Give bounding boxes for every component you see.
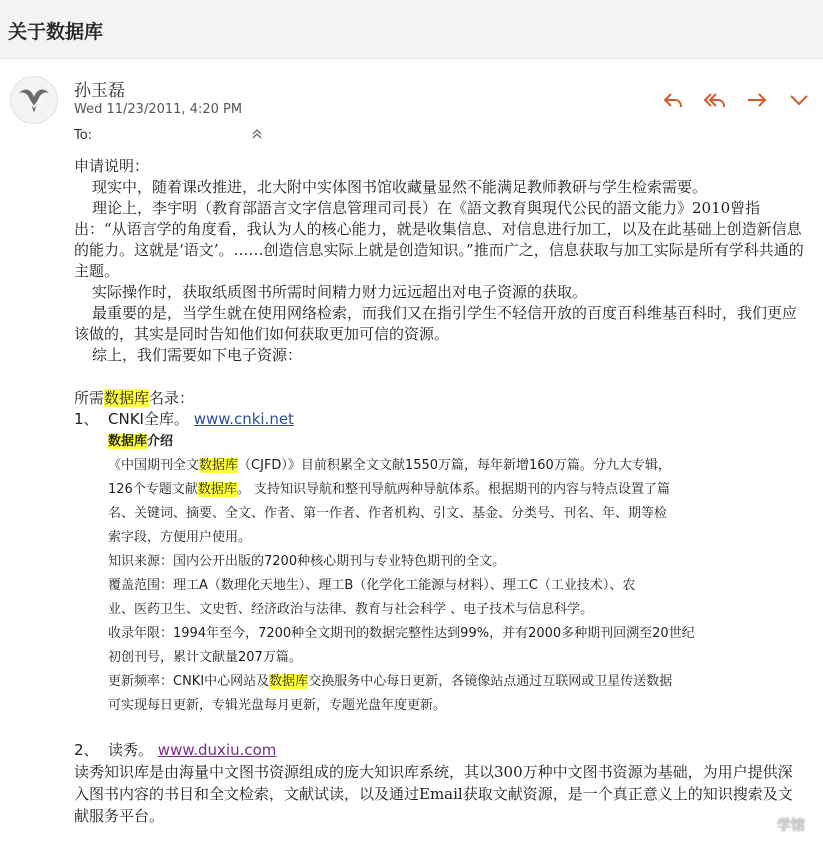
watermark: 学馆: [777, 818, 805, 834]
duxiu-link[interactable]: www.duxiu.com: [157, 741, 277, 759]
body-heading: 申请说明：: [74, 157, 150, 175]
cnki-link[interactable]: www.cnki.net: [193, 410, 294, 428]
sent-date: Wed 11/23/2011, 4:20 PM: [74, 102, 243, 117]
reply-icon[interactable]: [661, 88, 685, 112]
body-paragraph: 理论上，李宇明（教育部語言文字信息管理司司長）在《語文教育與現代公民的語文能力》2010曾指出：“从语言学的角度看，我认为人的核心能力，就是收集信息、对信息进行加工，以及在此基础上创造新信息的能力。这就是‘语文’。……创造信息实际上就是创造知识。”推而广之，信息获取与加工实际是所有学科共通的主题。: [74, 199, 804, 280]
reply-all-icon[interactable]: [703, 88, 727, 112]
list-number: 2、: [74, 741, 99, 759]
to-label: To:: [74, 128, 93, 143]
database-list-heading: 所需数据库名录：: [74, 389, 195, 407]
mail-header-bar: [0, 0, 823, 59]
list-item: [74, 740, 804, 761]
sender-name: 孙玉磊: [74, 81, 125, 101]
body-paragraph: 现实中，随着课改推进，北大附中实体图书馆收藏量显然不能满足教师教研与学生检索需要。: [92, 178, 708, 196]
intro-line: 更新频率：CNKI中心网站及数据库交换服务中心每日更新，各镜像站点通过互联网或卫星传送数据: [108, 674, 673, 689]
intro-line: 126个专题文献数据库。 支持知识导航和整刊导航两种导航体系。根据期刊的内容与特点设置了篇: [108, 482, 670, 497]
list-item: [74, 409, 804, 430]
intro-line: 业、医药卫生、文史哲、经济政治与法律、教育与社会科学 、电子技术与信息科学。: [108, 602, 594, 617]
body-paragraph: 最重要的是，当学生就在使用网络检索，而我们又在指引学生不轻信开放的百度百科维基百科时，我们更应该做的，其实是同时告知他们如何获取更加可信的资源。: [74, 304, 798, 343]
database-name: 读秀。: [108, 741, 154, 759]
forward-icon[interactable]: [745, 88, 769, 112]
duxiu-description: 读秀知识库是由海量中文图书资源组成的庞大知识库系统，其以300万种中文图书资源为基础，为用户提供深入图书内容的书目和全文检索，文献试读，以及通过Email获取文献资源，是一个真正意义上的知识搜索及文献服务平台。: [74, 763, 793, 825]
intro-line: 《中国期刊全文数据库（CJFD）》目前积累全文文献1550万篇，每年新增160万篇。分九大专辑，: [108, 458, 671, 473]
list-number: 1、: [74, 410, 99, 428]
avatar-logo-icon: [11, 77, 57, 123]
body-paragraph: 实际操作时，获取纸质图书所需时间精力财力远远超出对电子资源的获取。: [92, 283, 588, 301]
message-body: [74, 156, 804, 827]
intro-line: 收录年限：1994年至今，7200种全文期刊的数据完整性达到99%，并有2000多种期刊回溯至20世纪: [108, 626, 695, 641]
database-name: CNKI全库。: [108, 410, 189, 428]
intro-line: 可实现每日更新，专辑光盘每月更新，专题光盘年度更新。: [108, 698, 447, 713]
more-actions-chevron-down-icon[interactable]: [787, 88, 811, 112]
intro-line: 初创刊号，累计文献量207万篇。: [108, 650, 302, 665]
intro-line: 索字段，方便用户使用。: [108, 530, 252, 545]
collapse-recipients-chevron-icon[interactable]: [250, 126, 264, 140]
cnki-intro: [108, 430, 804, 718]
intro-line: 知识来源：国内公开出版的7200种核心期刊与专业特色期刊的全文。: [108, 554, 506, 569]
mail-subject: 关于数据库: [8, 21, 104, 43]
intro-line: 名、关键词、摘要、全文、作者、第一作者、作者机构、引文、基金、分类号、刊名、年、期等检: [108, 506, 668, 521]
sender-avatar[interactable]: [10, 76, 58, 124]
message-actions: [661, 88, 811, 112]
intro-title: 数据库介绍: [108, 434, 174, 449]
intro-line: 覆盖范围：理工A（数理化天地生）、理工B（化学化工能源与材料）、理工C（工业技术）、农: [108, 578, 636, 593]
search-highlight: 数据库: [104, 389, 150, 407]
body-paragraph: 综上，我们需要如下电子资源：: [92, 346, 303, 364]
